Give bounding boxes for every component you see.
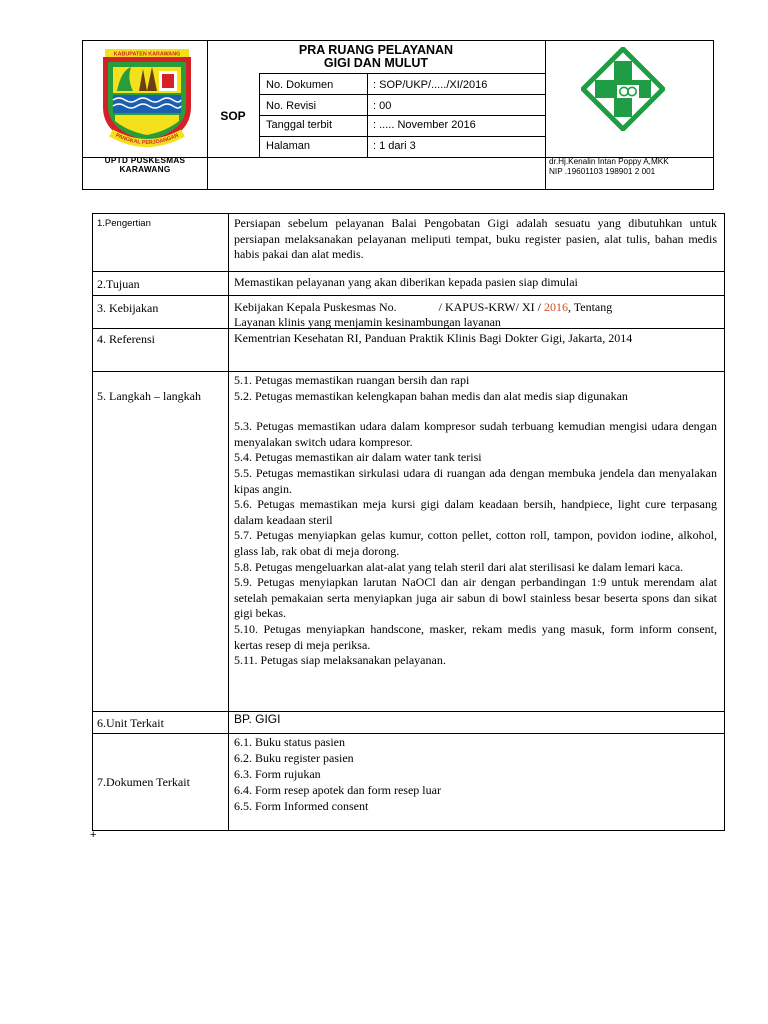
kabupaten-karawang-emblem-icon [97,45,197,149]
row-label-tujuan: 2.Tujuan [97,277,140,291]
unit-terkait-text: BP. GIGI [234,712,281,726]
dokumen-item: 6.4. Form resep apotek dan form resep luar [234,783,441,797]
dokumen-item: 6.5. Form Informed consent [234,799,369,813]
revision-label: No. Revisi [266,100,317,112]
langkah-step: 5.1. Petugas memastikan ruangan bersih dan rapi [234,373,470,387]
langkah-step: 5.11. Petugas siap melaksanakan pelayanan. [234,653,446,668]
referensi-text: Kementrian Kesehatan RI, Panduan Praktik Klinis Bagi Dokter Gigi, Jakarta, 2014 [234,331,633,345]
table-column-divider [228,214,229,830]
institution-name: UPTD PUSKESMAS KARAWANG [104,156,186,174]
langkah-step: 5.10. Petugas menyiapkan handscone, masker, rekam medis yang masuk, form inform consent, kertas resep di meja periksa. [234,621,717,652]
signer-nip: NIP .19601103 198901 2 001 [549,167,656,176]
revision-value: : 00 [373,100,392,112]
issue-date-value: : ..... November 2016 [373,119,476,131]
table-row-divider [93,295,724,296]
dokumen-item: 6.1. Buku status pasien [234,735,345,749]
sop-content-table [92,213,725,831]
tujuan-text: Memastikan pelayanan yang akan diberikan kepada pasien siap dimulai [234,275,578,289]
langkah-list [234,373,717,669]
dokumen-item: 6.3. Form rujukan [234,767,321,781]
langkah-step: 5.6. Petugas memastikan meja kursi gigi dalam keadaan bersih, handpiece, light cure terpasang dalam keadaan steril [234,497,717,527]
emblem-top-text: KABUPATEN KARAWANG [113,51,181,58]
langkah-step: 5.2. Petugas memastikan kelengkapan bahan medis dan alat medis siap digunakan [234,388,628,403]
table-row-divider [93,271,724,272]
header-divider [259,115,545,116]
emblem-bottom-text: PANGKAL PERJOANGAN [114,132,180,147]
kebijakan-text: Kebijakan Kepala Puskesmas No. / KAPUS-KRW/ XI / 2016, Tentang Layanan klinis yang menjamin kesinambungan layanan [234,300,613,329]
kebijakan-year: 2016 [543,300,568,314]
signer-block [549,157,669,177]
doc-number-value: : SOP/UKP/...../XI/2016 [373,79,488,91]
dokumen-item: 6.2. Buku register pasien [234,751,354,765]
langkah-step: 5.7. Petugas menyiapkan gelas kumur, cotton pellet, cotton roll, tampon, povidon iodine, alkohol, glass lab, rak obat di meja dorong. [234,528,717,558]
kemenkes-bakti-husada-logo-icon [581,47,665,131]
pengertian-text: Persiapan sebelum pelayanan Balai Pengobatan Gigi adalah sesuatu yang dibutuhkan untuk persiapan melaksanakan pelayanan meliputi tempat, buku register pasien, alat tulis, bahan medis habis pakai dan alat medis. [234,216,717,261]
dokumen-terkait-list [234,734,717,814]
table-row-divider [93,371,724,372]
document-title: PRA RUANG PELAYANAN GIGI DAN MULUT [298,43,454,70]
footer-plus-mark: + [90,829,97,841]
header-divider [545,41,546,189]
issue-date-label: Tanggal terbit [266,119,333,131]
page-value: : 1 dari 3 [373,140,416,152]
sop-label: SOP [220,109,246,123]
header-divider [259,94,545,95]
langkah-step: 5.4. Petugas memastikan air dalam water tank terisi [234,450,482,465]
row-label-dokumen-terkait: 7.Dokumen Terkait [97,775,190,789]
doc-number-label: No. Dokumen [266,79,334,91]
row-label-kebijakan: 3. Kebijakan [97,301,159,315]
signer-name: dr.Hj.Kenalin Intan Poppy A,MKK [549,157,669,166]
langkah-step: 5.8. Petugas mengeluarkan alat-alat yang telah steril dari alat sterilisasi ke dalam lemari kaca. [234,559,684,574]
page-label: Halaman [266,140,311,152]
row-label-pengertian: 1.Pengertian [97,218,151,229]
row-label-unit-terkait: 6.Unit Terkait [97,716,164,730]
row-label-referensi: 4. Referensi [97,332,155,346]
sop-header-table [82,40,714,190]
row-label-langkah: 5. Langkah – langkah [97,389,201,403]
langkah-step: 5.9. Petugas menyiapkan larutan NaOCl dan air dengan perbandingan 1:9 untuk merendam alat setelah pemakaian serta menyiapkan juga air sabun di bowl stainless besar beserta spons dan sikat gigi bekas. [234,575,717,621]
langkah-step: 5.3. Petugas memastikan udara dalam kompresor sudah terbuang kemudian mengisi udara dengan menyalakan switch udara kompresor. [234,419,717,449]
header-divider [259,73,545,74]
langkah-step: 5.5. Petugas memastikan sirkulasi udara di ruangan ada dengan membuka jendela dan menyalakan kipas angin. [234,465,717,496]
header-divider [259,136,545,137]
